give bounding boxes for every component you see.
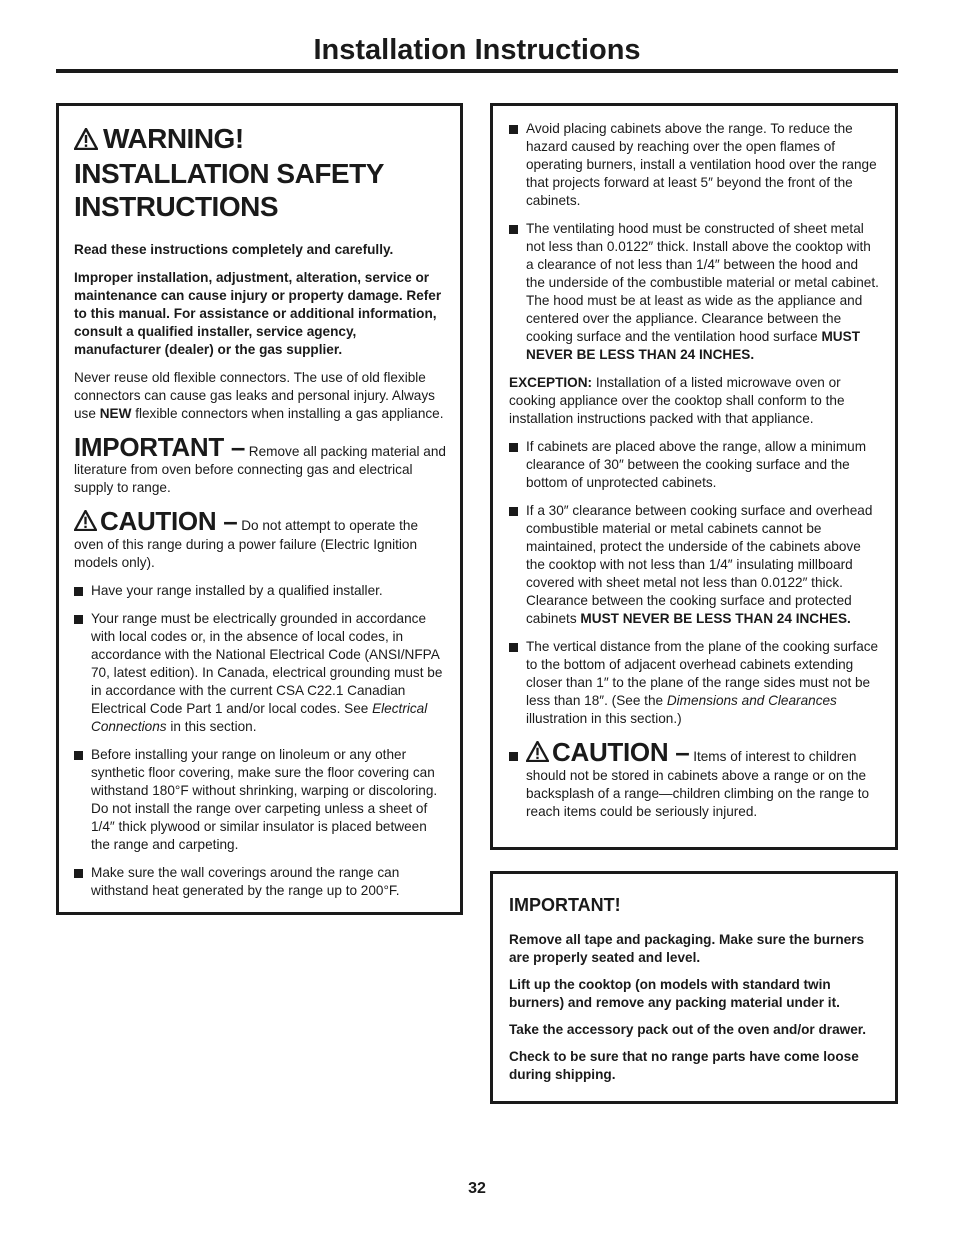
caution-lead: CAUTION –	[552, 737, 690, 767]
square-bullet-icon	[74, 587, 83, 596]
important-item: Check to be sure that no range parts have come loose during shipping.	[509, 1049, 859, 1082]
square-bullet-icon	[509, 507, 518, 516]
important-notice-text: Remove all packing material and literature from oven before connecting gas and electrical supply to range.	[74, 444, 446, 495]
caution-list-item: CAUTION – Items of interest to children should not be stored in cabinets above a range or on the backsplash of a range—children climbing on the range to reach items could be seriously injured.	[509, 738, 879, 821]
list-item: Avoid placing cabinets above the range. To reduce the hazard caused by reaching over the open flames of operating burners, install a ventilation hood over the range that projects forward at least 5″ beyond the front of the cabinets.	[509, 120, 879, 210]
clearance-bullet-list-2	[509, 438, 879, 821]
warning-heading-line-1: WARNING!	[103, 123, 244, 154]
new-emphasis: NEW	[99, 406, 132, 421]
warning-heading-line-2: INSTALLATION SAFETY	[74, 158, 384, 189]
list-item: If a 30″ clearance between cooking surface and overhead combustible material or metal cabinets cannot be maintained, protect the underside of the cabinets above the cooktop with not less than 1/4″ insulating millboard covered with sheet metal not less than 0.0122″ thick. Clearance between the cooking surface and protected cabinets MUST NEVER BE LESS THAN 24 INCHES.	[509, 502, 879, 628]
important-box	[490, 871, 898, 1104]
caution-triangle-icon	[74, 510, 97, 536]
square-bullet-icon	[74, 869, 83, 878]
important-heading: IMPORTANT!	[509, 895, 621, 915]
list-item: Your range must be electrically grounded in accordance with local codes or, in the absence of local codes, in accordance with the National Electrical Code (ANSI/NFPA 70, latest edition). In Canada, electrical grounding must be in accordance with the current CSA C22.1 Canadian Electrical Code Part 1 and/or local codes. See Electrical Connections in this section.	[74, 610, 446, 736]
important-item: Take the accessory pack out of the oven and/or drawer.	[509, 1022, 867, 1037]
flexible-connectors-text: Never reuse old flexible connectors. The use of old flexible connectors can cause gas leaks and personal injury. Always use NEW flexible connectors when installing a gas appliance.	[74, 370, 444, 421]
important-lead: IMPORTANT –	[74, 432, 245, 462]
important-item: Lift up the cooktop (on models with standard twin burners) and remove any packing material under it.	[509, 977, 840, 1010]
list-item: The ventilating hood must be constructed of sheet metal not less than 0.0122″ thick. Install above the cooktop with a clearance of not less than 1/4″ between the hood and the underside of the combustible material or metal cabinet. The hood must be at least as wide as the appliance and centered over the appliance. Clearance between the cooking surface and the ventilation hood surface MUST NEVER BE LESS THAN 24 INCHES.	[509, 220, 879, 364]
page-number: 32	[468, 1180, 486, 1197]
cabinet-clearance-box	[490, 103, 898, 850]
warning-triangle-icon	[74, 124, 98, 157]
square-bullet-icon	[509, 443, 518, 452]
title-rule	[56, 69, 898, 73]
list-item: If cabinets are placed above the range, allow a minimum clearance of 30″ between the cooking surface and the bottom of unprotected cabinets.	[509, 438, 879, 492]
improper-installation-text: Improper installation, adjustment, alteration, service or maintenance can cause injury or property damage. Refer to this manual. For assistance or additional information, consult a qualified installer, service agency, manufacturer (dealer) or the gas supplier.	[74, 270, 442, 357]
square-bullet-icon	[74, 751, 83, 760]
list-item: Have your range installed by a qualified installer.	[74, 582, 446, 600]
warning-box	[56, 103, 463, 915]
important-item: Remove all tape and packaging. Make sure the burners are properly seated and level.	[509, 932, 865, 965]
caution-lead: CAUTION –	[100, 506, 238, 536]
square-bullet-icon	[509, 643, 518, 652]
list-item: The vertical distance from the plane of the cooking surface to the bottom of adjacent overhead cabinets extending closer than 1″ to the plane of the range sides must not be less than 18″. (See the Dimensions and Clearances illustration in this section.)	[509, 638, 879, 728]
important-notice	[74, 433, 446, 497]
caution-notice-text: Do not attempt to operate the oven of this range during a power failure (Electric Ignition models only).	[74, 518, 419, 570]
caution-triangle-icon	[526, 741, 549, 767]
list-item: Make sure the wall coverings around the range can withstand heat generated by the range up to 200°F.	[74, 864, 446, 900]
list-item: Before installing your range on linoleum or any other synthetic floor covering, make sure the floor covering can withstand 180°F without shrinking, warping or discoloring. Do not install the range over carpeting unless a sheet of 1/4″ thick plywood or similar insulator is placed between the range and carpeting.	[74, 746, 446, 854]
square-bullet-icon	[509, 225, 518, 234]
clearance-bullet-list	[509, 120, 879, 364]
warning-bullet-list	[74, 582, 446, 900]
caution-notice	[74, 507, 446, 572]
warning-heading-line-3: INSTRUCTIONS	[74, 191, 278, 222]
square-bullet-icon	[509, 125, 518, 134]
square-bullet-icon	[509, 752, 518, 761]
exception-text: EXCEPTION: Installation of a listed microwave oven or cooking appliance over the cooktop shall conform to the installation instructions packed with that appliance.	[509, 375, 845, 426]
read-instructions-text: Read these instructions completely and carefully.	[74, 242, 394, 257]
page-title: Installation Instructions	[313, 34, 641, 66]
square-bullet-icon	[74, 615, 83, 624]
warning-heading	[74, 122, 446, 223]
